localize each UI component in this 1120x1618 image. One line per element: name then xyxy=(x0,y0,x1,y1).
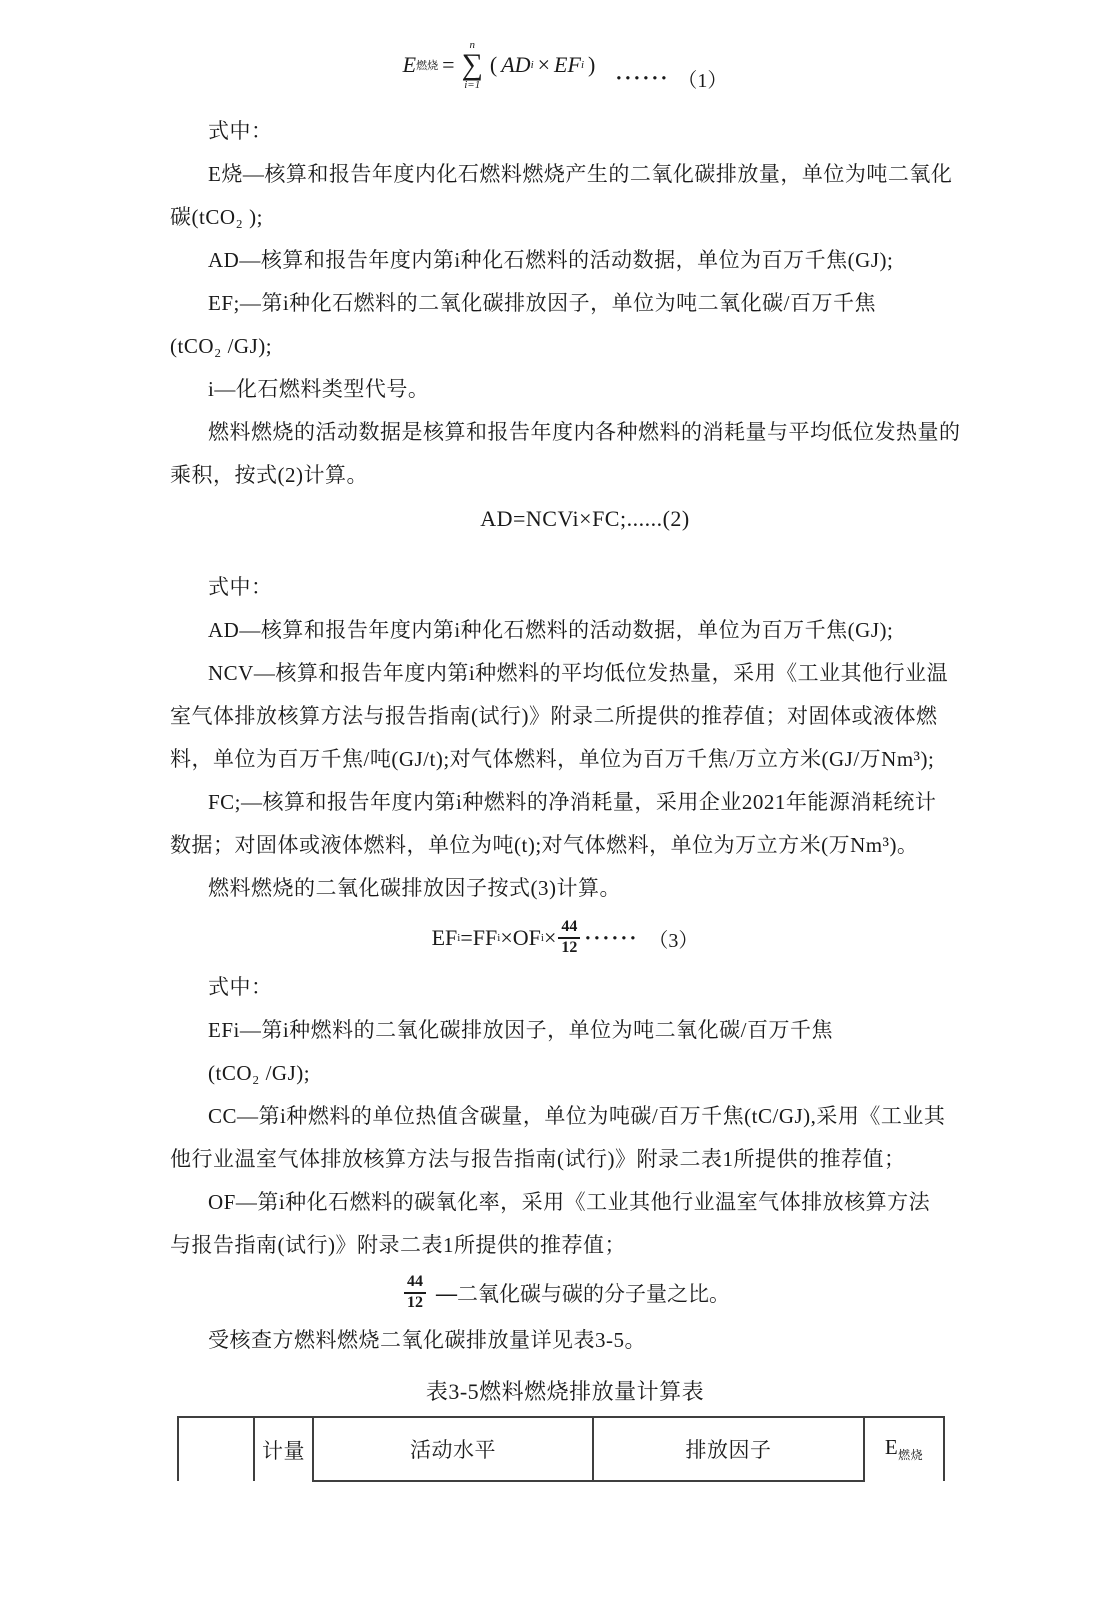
paragraph-line: 数据；对固体或液体燃料，单位为吨(t);对气体燃料，单位为万立方米(万Nm³)。 xyxy=(170,833,919,857)
of-subscript: i xyxy=(540,932,544,944)
paragraph-line: 与报告指南(试行)》附录二表1所提供的推荐值； xyxy=(170,1233,626,1257)
paragraph-line: NCV—核算和报告年度内第i种燃料的平均低位发热量，采用《工业其他行业温 xyxy=(208,661,949,685)
sum-lower-limit: i=1 xyxy=(464,79,481,92)
ff-term: FF xyxy=(472,925,498,950)
paragraph-line: (tCO₂ /GJ); xyxy=(170,334,273,358)
table-header-cell-emission-factor: 排放因子 xyxy=(593,1417,864,1481)
multiply-sign: × xyxy=(543,925,557,950)
multiply-sign: × xyxy=(537,52,551,77)
paragraph-line: (tCO₂ /GJ); xyxy=(208,1061,311,1085)
document-content xyxy=(170,34,960,1482)
ad-subscript: i xyxy=(530,59,534,71)
ef-subscript: i xyxy=(580,59,584,71)
ratio-definition-text: 二氧化碳与碳的分子量之比。 xyxy=(457,1282,730,1306)
equals-sign: = xyxy=(460,925,473,950)
table-header-cell-blank xyxy=(178,1417,254,1481)
paragraph-line: 燃料燃烧的二氧化碳排放因子按式(3)计算。 xyxy=(208,876,621,900)
table-3-5 xyxy=(177,1416,945,1482)
em-dash: — xyxy=(436,1280,457,1305)
ef-subscript: i xyxy=(457,932,461,944)
ef-term: EF xyxy=(554,52,581,77)
of-term: OF xyxy=(512,925,541,950)
sum-upper-limit: n xyxy=(469,38,475,51)
paragraph-line: 燃料燃烧的活动数据是核算和报告年度内各种燃料的消耗量与平均低位发热量的 xyxy=(208,420,961,444)
ellipsis-dots: ······ xyxy=(615,65,670,90)
fraction-numerator: 44 xyxy=(404,1274,426,1294)
equals-sign: = xyxy=(442,52,455,77)
formula-1 xyxy=(170,34,960,96)
table-3-5-title: 表3-5燃料燃烧排放量计算表 xyxy=(425,1379,705,1404)
paragraph-line: 乘积，按式(2)计算。 xyxy=(170,463,368,487)
paragraph-line: 式中： xyxy=(208,975,273,999)
paragraph-line: FC;—核算和报告年度内第i种燃料的净消耗量，采用企业2021年能源消耗统计 xyxy=(208,790,937,814)
paragraph-line: AD—核算和报告年度内第i种化石燃料的活动数据，单位为百万千焦(GJ); xyxy=(208,248,894,272)
paragraph-line: 室气体排放核算方法与报告指南(试行)》附录二所提供的推荐值；对固体或液体燃 xyxy=(170,704,938,728)
paragraph-line: 碳(tCO₂ ); xyxy=(170,205,263,229)
paragraph-line: 受核查方燃料燃烧二氧化碳排放量详见表3-5。 xyxy=(208,1328,646,1352)
ad-term: AD xyxy=(501,52,531,77)
paragraph-line: E烧—核算和报告年度内化石燃料燃烧产生的二氧化碳排放量，单位为吨二氧化 xyxy=(208,162,953,186)
paragraph-line: EFi—第i种燃料的二氧化碳排放因子，单位为吨二氧化碳/百万千焦 xyxy=(208,1018,834,1042)
ef-term: EF xyxy=(431,925,458,950)
paragraph-line: 式中： xyxy=(208,575,273,599)
table-header-cell-jiliang: 计量 xyxy=(254,1417,313,1481)
sigma-summation-symbol xyxy=(462,39,483,92)
paragraph-line: 料，单位为百万千焦/吨(GJ/t);对气体燃料，单位为百万千焦/万立方米(GJ/万Nm³); xyxy=(170,747,935,771)
formula-1-tail xyxy=(615,64,727,93)
document-page xyxy=(0,34,1120,1618)
paragraph-line: 他行业温室气体排放核算方法与报告指南(试行)》附录二表1所提供的推荐值； xyxy=(170,1147,906,1171)
e-combustion-base: E xyxy=(884,1435,899,1460)
paragraph-line: CC—第i种燃料的单位热值含碳量，单位为吨碳/百万千焦(tC/GJ),采用《工业其 xyxy=(208,1104,946,1128)
open-paren: ( xyxy=(489,52,498,77)
fraction-44-12 xyxy=(404,1274,426,1312)
close-paren: ) xyxy=(588,52,596,77)
e-combustion-subscript: 燃烧 xyxy=(898,1448,924,1463)
formula-1-number: （1） xyxy=(677,69,728,92)
formula-1-lhs-base: E xyxy=(402,52,417,77)
paragraph-line: AD—核算和报告年度内第i种化石燃料的活动数据，单位为百万千焦(GJ); xyxy=(208,618,894,642)
paragraph-line: i—化石燃料类型代号。 xyxy=(208,377,430,401)
formula-3 xyxy=(170,910,960,966)
fraction-numerator: 44 xyxy=(558,919,580,939)
table-header-cell-activity-level: 活动水平 xyxy=(313,1417,593,1481)
formula-3-number: （3） xyxy=(648,929,699,952)
fraction-denominator: 12 xyxy=(407,1294,423,1311)
paragraph-line: OF—第i种化石燃料的碳氧化率，采用《工业其他行业温室气体排放核算方法 xyxy=(208,1190,931,1214)
formula-2: AD=NCVi×FC;......(2) xyxy=(480,506,690,531)
paragraph-line: EF;—第i种化石燃料的二氧化碳排放因子，单位为吨二氧化碳/百万千焦 xyxy=(208,291,877,315)
fraction-denominator: 12 xyxy=(561,939,578,956)
sigma-glyph: ∑ xyxy=(461,47,483,81)
formula-1-lhs-subscript: 燃烧 xyxy=(416,60,439,72)
fraction-44-12 xyxy=(558,919,580,957)
multiply-sign: × xyxy=(500,925,513,950)
table-header-cell-e-combustion xyxy=(864,1417,944,1481)
paragraph-line: 式中： xyxy=(208,119,273,143)
ff-subscript: i xyxy=(497,932,501,944)
table-header-row xyxy=(178,1417,944,1481)
ellipsis-dots: ······ xyxy=(584,925,639,950)
ratio-definition-line xyxy=(170,1267,960,1319)
